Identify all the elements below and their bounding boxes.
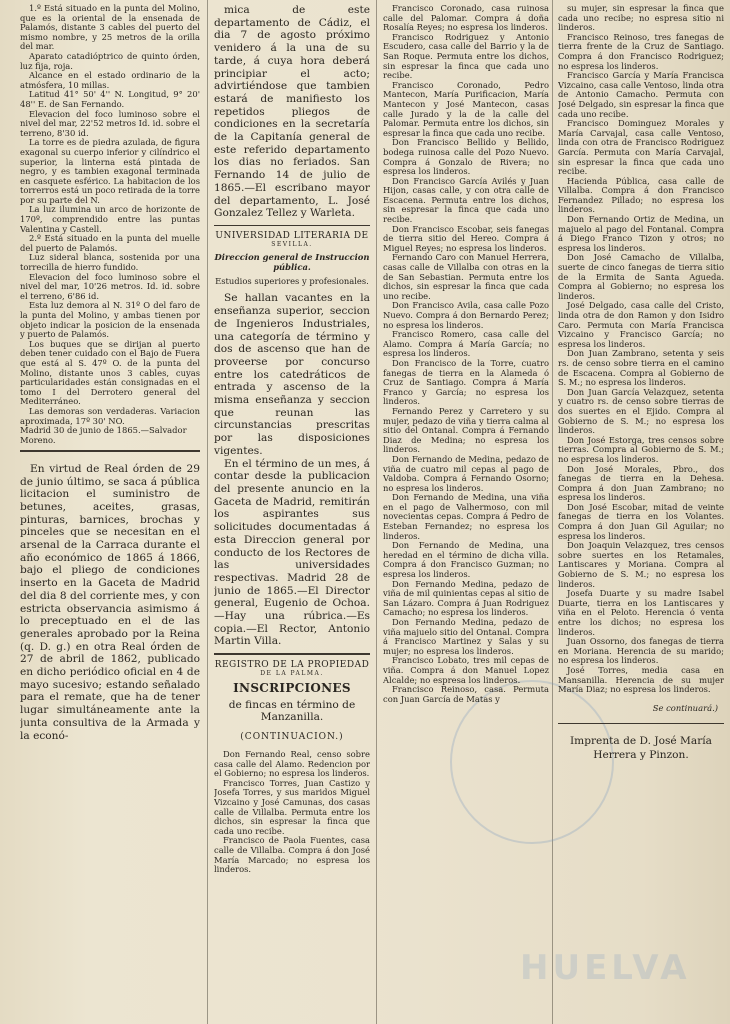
registry-entry: Don Fernando Medina, pedazo de viña de mil quinientas cepas al sitio de San Lázaro. Compra á Juan Rodriguez Camacho; no espresa los linderos. [383, 578, 549, 618]
registry-entry: Francisco de Paola Fuentes, casa calle de Villalba. Compra á don José María Marcado; no espresa los linderos. [214, 835, 370, 875]
paragraph: Luz sideral blanca, sostenida por una torrecilla de hierro fundido. [20, 252, 200, 273]
registry-entry: Don Francisco de la Torre, cuatro fanegas de tierra en la Alameda ó Cruz de Santiago. Compra á María Franco y García; no espresa los linderos. [383, 357, 549, 407]
registry-entry: José Torres, media casa en Mansanilla. Herencia de su mujer María Diaz; no espresa los linderos. [558, 664, 724, 695]
paragraph: 1.º Está situado en la punta del Molino, que es la oriental de la ensenada de Palamós, distante 3 cables del puerto del mismo nombre, y 25 metros de la orilla del mar. [20, 4, 200, 52]
section-title: INSCRIPCIONES [233, 680, 351, 695]
paragraph: Las demoras son verdaderas. Variacion aproximada, 17º 30' NO. [20, 405, 200, 426]
registry-entry: Don José Morales, Pbro., dos fanegas de tierra en la Dehesa. Compra á don Juan Zambrano; no espresa los linderos. [558, 463, 724, 503]
registry-entry: Don Francisco García Avilés y Juan Hijon, casas calle, y con otra calle de Escacena. Permuta entre los dichos, sin espresar la finca que cada uno recibe. [383, 175, 549, 225]
imprint-line: Imprenta de D. José María [569, 734, 712, 747]
registry-entry: Don Fernando Medina, pedazo de viña majuelo sitio del Ontanal. Compra á Francisco Martinez y Salas y su mujer; no espresa los linderos. [383, 617, 549, 656]
stamp-watermark: HUELVA [520, 948, 691, 988]
registry-entry: José Delgado, casa calle del Cristo, linda otra de don Ramon y don Isidro Caro. Permuta con María Francisca Vizcaino y Francisco García; no espresa los linderos. [558, 300, 724, 349]
registry-entry: Don Fernando de Medina, una heredad en el término de dicha villa. Compra á don Francisco Guzman; no espresa los linderos. [383, 540, 549, 580]
column-1 [20, 4, 200, 742]
registry-entry: Francisco Dominguez Morales y María Carvajal, casa calle Ventoso, linda con otra de Francisco Rodriguez García. Permuta con María Carvajal, sin espresar la finca que cada uno recibe. [558, 118, 724, 177]
section-rule [214, 653, 370, 655]
paragraph: Latitud 41° 50' 4'' N. Longitud, 9° 20' 48'' E. de San Fernando. [20, 89, 200, 109]
paragraph: La torre es de piedra azulada, de figura exagonal su cuerpo inferior y cilíndrico el superior, la linterna está pintada de negro, y es tambien exagonal terminada en casquete esférico. La habitacion de los torrerros está un poco retirada de la torre por su parte del N. [20, 137, 200, 205]
section-rule [558, 723, 724, 724]
registry-entry: Josefa Duarte y su madre Isabel Duarte, tierra en los Lantiscares y viña en el Peloto. Herencia ó venta entre los dichos; no espresa los linderos. [558, 588, 724, 637]
registry-entry: Francisco Torres, Juan Castizo y Josefa Torres, y sus maridos Miguel Vizcaino y José Camunas, dos casas calle de Villalba. Permuta entre los dichos, sin espresar la finca que cada uno recibe. [214, 777, 370, 836]
section-subheading: DE LA PALMA. [260, 669, 324, 677]
section-heading: REGISTRO DE LA PROPIEDAD [214, 659, 370, 670]
imprint-line: Herrera y Pinzon. [593, 748, 689, 761]
registry-entry: Francisco Lobato, tres mil cepas de viña. Compra á don Manuel Lopez Alcalde; no espresa los linderos. [383, 655, 549, 685]
paragraph: mica de este departamento de Cádiz, el dia 7 de agosto próximo venidero á la una de su tarde, á cuya hora deberá principiar el acto; advirtiéndose que tambien estará de manifiesto los repetidos pliegos de condiciones en la secretaría de la Capitanía general de este referido departamento los dias no feriados. San Fernando 14 de julio de 1865.—El escribano mayor del departamento, L. José Gonzalez Tellez y Warleta. [214, 4, 370, 220]
section-subheading: Estudios superiores y profesionales. [215, 276, 369, 287]
paragraph: Esta luz demora al N. 31º O del faro de la punta del Molino, y ambas tienen por objeto indicar la posicion de la ensenada y puerto de Palamós. [20, 300, 200, 340]
section-rule [20, 450, 200, 452]
registry-entry: Don Juan García Velazquez, setenta y cuatro rs. de censo sobre tierras de dos suertes en el Ejido. Compra al Gobierno de S. M.; no espresa los linderos. [558, 386, 724, 436]
paragraph: Se hallan vacantes en la enseñanza superior, seccion de Ingenieros Industriales, una categoría de término y dos de ascenso que han de proveerse por concurso entre los catedráticos de entrada y ascenso de la misma enseñanza y seccion que reunan las circunstancias prescritas por las disposiciones vigentes. [214, 292, 370, 457]
paragraph: Elevacion del foco luminoso sobre el nivel del mar, 22'52 metros Id. id. sobre el terreno, 8'30 id. [20, 108, 200, 138]
registry-entry: Francisco Reinoso, tres fanegas de tierra frente de la Cruz de Santiago. Compra á don Francisco Rodriguez; no espresa los linderos. [558, 31, 724, 71]
section-subheading: Direccion general de Instruccion pública. [214, 252, 370, 273]
registry-entry: Don Francisco Avila, casa calle Pozo Nuevo. Compra á don Bernardo Perez; no espresa los linderos. [383, 300, 549, 330]
registry-entry: Don Francisco Escobar, seis fanegas de tierra sitio del Hereo. Compra á Miguel Reyes; no espresa los linderos. [383, 223, 549, 253]
registry-entry: Hacienda Pública, casa calle de Villalba. Compra á don Francisco Fernandez Pillado; no espresa los linderos. [558, 175, 724, 215]
section-subheading: de fincas en término de Manzanilla. [228, 698, 356, 724]
registry-entry: Juan Ossorno, dos fanegas de tierra en Moriana. Herencia de su marido; no espresa los linderos. [558, 636, 724, 666]
registry-entry: Francisco Coronado, casa ruinosa calle del Palomar. Compra á doña Rosalía Reyes; no espresa los linderos. [383, 4, 549, 33]
registry-entry: Don Juan Zambrano, setenta y seis rs. de censo sobre tierra en el camino de Escacena. Compra al Gobierno de S. M.; no espresa los linderos. [558, 348, 724, 388]
registry-entry: su mujer, sin espresar la finca que cada uno recibe; no espresa sitio ni linderos. [558, 4, 724, 33]
continuation-note: Se continuará.) [652, 702, 718, 713]
registry-entry: Don Joaquin Velazquez, tres censos sobre suertes en los Retamales, Lantiscares y Moriana. Compra al Gobierno de S. M.; no espresa los linderos. [558, 540, 724, 589]
registry-entry: Fernando Caro con Manuel Herrera, casas calle de Villalba con otras en la de San Sebastian. Permuta entre los dichos, sin espresar la finca que cada uno recibe. [383, 252, 549, 301]
registry-entry: Don Fernando de Medina, una viña en el pago de Valhermoso, con mil novecientas cepas. Compra á Pedro de Esteban Fernandez; no espresa los linderos. [383, 492, 549, 541]
column-4 [558, 4, 724, 762]
registry-entry: Fernando Perez y Carretero y su mujer, pedazo de viña y tierra calma al sitio del Ontanal. Compra á Fernando Diaz de Medina; no espresa los linderos. [383, 405, 549, 455]
registry-entry: Francisco Romero, casa calle del Alamo. Compra á María García; no espresa los linderos. [383, 329, 549, 359]
column-rule [376, 0, 377, 1024]
registry-entry: Francisco Coronado, Pedro Mantecon, María Purificacion, María Mantecon y José Mantecon, casas calle Jurado y la de la calle del Palomar. Permuta entre los dichos, sin espresar la finca que cada uno recibe. [383, 79, 549, 138]
registry-entry: Don Francisco Bellido y Bellido, bodega ruinosa calle del Pozo Nuevo. Compra á Gonzalo de Rivera; no espresa los linderos. [383, 137, 549, 177]
registry-entry: Francisco Reinoso, casa. Permuta con Juan García de Matas y [383, 684, 549, 704]
registry-entry: Don Fernando Ortiz de Medina, un majuelo al pago del Fontanal. Compra á Diego Franco Tizon y otros; no espresa los linderos. [558, 214, 724, 253]
continuation-label: (CONTINUACION.) [240, 732, 344, 743]
registry-entry: Don José Escobar, mitad de veinte fanegas de tierra en los Volantes. Compra á don Juan Gil Aguilar; no espresa los linderos. [558, 501, 724, 541]
paragraph: La luz ilumina un arco de horizonte de 170º, comprendido entre las puntas Valentina y Castell. [20, 204, 200, 234]
section-rule [214, 225, 370, 227]
section-subheading: SEVILLA. [271, 241, 313, 249]
paragraph: Elevacion del foco luminoso sobre el nivel del mar, 10'26 metros. Id. id. sobre el terreno, 6'86 id. [20, 271, 200, 301]
paragraph: Aparato catadióptrico de quinto órden, luz fija, roja. [20, 50, 200, 71]
paragraph: Alcance en el estado ordinario de la atmósfera, 10 millas. [20, 70, 200, 90]
column-2 [214, 4, 370, 875]
section-heading: UNIVERSIDAD LITERARIA DE [215, 231, 369, 242]
column-3 [383, 4, 549, 704]
column-rule [552, 0, 553, 1024]
paragraph: Los buques que se dirijan al puerto deben tener cuidado con el Bajo de Fuera que está al S. 47º O. de la punta del Molino, distante unos 3 cables, cuyas particularidades están consignadas en el tomo I del Derrotero general del Mediterráneo. [20, 338, 200, 407]
registry-entry: Francisco García y María Francisca Vizcaino, casa calle Ventoso, linda otra de Antonio Camacho. Permuta con José Delgado, sin espresar la finca que cada uno recibe. [558, 70, 724, 119]
registry-entry: Francisco Rodriguez y Antonio Escudero, casa calle del Barrio y la de San Roque. Permuta entre los dichos, sin espresar la finca que cada uno recibe. [383, 31, 549, 81]
signature-line: Madrid 30 de junio de 1865.—Salvador Moreno. [20, 425, 187, 445]
column-rule [207, 0, 208, 1024]
paragraph: En el término de un mes, á contar desde la publicacion del presente anuncio en la Gaceta de Madrid, remitirán los aspirantes sus solicitudes documentadas á esta Direccion general por conducto de los Rectores de las universidades respectivas. Madrid 28 de junio de 1865.—El Director general, Eugenio de Ochoa.—Hay una rúbrica.—Es copia.—El Rector, Antonio Martin Villa. [214, 457, 370, 648]
tender-notice: En virtud de Real órden de 29 de junio último, se saca á pública licitacion el suministro de betunes, aceites, grasas, pinturas, barnices, brochas y pinceles que se necesitan en el arsenal de la Carraca durante el año económico de 1865 á 1866, bajo el pliego de condiciones inserto en la Gaceta de Madrid del dia 8 del corriente mes, y con estricta observancia asimismo á lo preceptuado en el de las generales aprobado por la Reina (q. D. g.) en otra Real órden de 27 de abril de 1862, publicado en dicho periódico oficial en 4 de mayo sucesivo; estando señalado para el remate, que ha de tener lugar simultáneamente ante la junta consultiva de la Armada y la econó- [20, 462, 200, 742]
printer-imprint [558, 734, 724, 762]
paragraph: 2.º Está situado en la punta del muelle del puerto de Palamós. [20, 233, 200, 253]
registry-entry: Don José Camacho de Villalba, suerte de cinco fanegas de tierra sitio de la Ermita de Santa Agueda. Compra al Gobierno; no espresa los linderos. [558, 252, 724, 301]
registry-entry: Don Fernando de Medina, pedazo de viña de cuatro mil cepas al pago de Valdoba. Compra á Fernando Osorno; no espresa los linderos. [383, 453, 549, 493]
registry-entry: Don José Estorga, tres censos sobre tierras. Compra al Gobierno de S. M.; no espresa los linderos. [558, 434, 724, 464]
registry-entry: Don Fernando Real, censo sobre casa calle del Alamo. Redencion por el Gobierno; no espresa los linderos. [214, 749, 370, 779]
